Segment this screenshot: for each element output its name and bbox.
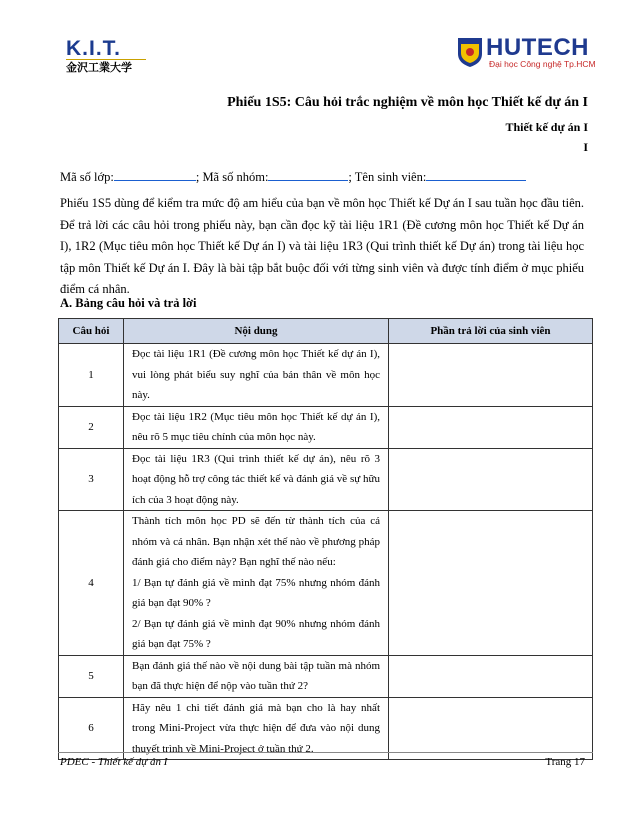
table-row (59, 344, 593, 407)
question-number: 1 (59, 344, 124, 407)
student-name-field[interactable] (426, 168, 526, 181)
question-number: 3 (59, 448, 124, 511)
question-number: 6 (59, 697, 124, 760)
kit-logo (66, 38, 146, 74)
table-header-row (59, 319, 593, 344)
header-answer: Phần trả lời của sinh viên (389, 319, 593, 344)
question-table (58, 318, 593, 760)
question-content: Hãy nêu 1 chi tiết đánh giá mà bạn cho là hay nhất trong Mini-Project vừa thực hiện để đưa vào nội dung thuyết trình về Mini-Project ở tuần thứ 2. (124, 697, 389, 760)
answer-cell[interactable] (389, 511, 593, 656)
group-code-field[interactable] (268, 168, 348, 181)
answer-cell[interactable] (389, 344, 593, 407)
question-content-line: 2/ Bạn tự đánh giá về mình đạt 90% nhưng nhóm đánh giá bạn đạt 75% ? (132, 617, 380, 650)
section-heading: A. Bảng câu hỏi và trả lời (60, 296, 197, 310)
header-content: Nội dung (124, 319, 389, 344)
table-row (59, 448, 593, 511)
table-row (59, 511, 593, 656)
hutech-logo-subtitle: Đại học Công nghệ Tp.HCM (489, 59, 596, 69)
answer-cell[interactable] (389, 655, 593, 697)
question-content: Đọc tài liệu 1R2 (Mục tiêu môn học Thiết kế dự án I), nêu rõ 5 mục tiêu chính của môn học này. (124, 406, 389, 448)
course-title: Thiết kế dự án I (505, 120, 588, 134)
question-content: Đọc tài liệu 1R1 (Đề cương môn học Thiết kế dự án I), vui lòng phát biểu suy nghĩ của bản thân về môn học này. (124, 344, 389, 407)
table-row (59, 655, 593, 697)
hutech-shield-icon (456, 36, 484, 68)
header-question: Câu hỏi (59, 319, 124, 344)
footer-course: PDEC - Thiết kế dự án I (60, 756, 168, 768)
answer-cell[interactable] (389, 448, 593, 511)
table-row (59, 406, 593, 448)
question-content: Bạn đánh giá thế nào về nội dung bài tập tuần mà nhóm bạn đã thực hiện để nộp vào tuần thứ 2? (124, 655, 389, 697)
question-content: Đọc tài liệu 1R3 (Qui trình thiết kế dự án), nêu rõ 3 hoạt động hỗ trợ công tác thiết kế và đánh giá về sự hữu ích của 3 hoạt động này. (124, 448, 389, 511)
kit-logo-kanji: 金沢工業大学 (66, 59, 146, 74)
question-content-main: Thành tích môn học PD sẽ đến từ thành tích của cá nhóm và cá nhân. Bạn nhận xét thế nào về phương pháp đánh giá cho điểm này? Bạn nghĩ thế nào nếu: (132, 515, 380, 568)
answer-cell[interactable] (389, 697, 593, 760)
question-content-line: 1/ Bạn tự đánh giá về mình đạt 75% nhưng nhóm đánh giá bạn đạt 90% ? (132, 576, 380, 609)
question-number: 4 (59, 511, 124, 656)
course-title-suffix: I (583, 140, 588, 154)
question-number: 5 (59, 655, 124, 697)
class-code-label: Mã số lớp: (60, 170, 114, 184)
form-line (60, 168, 526, 185)
kit-logo-letters: K.I.T. (66, 37, 122, 60)
hutech-logo-name: HUTECH (486, 34, 589, 61)
footer-divider (58, 752, 593, 753)
class-code-field[interactable] (114, 168, 196, 181)
question-content (124, 511, 389, 656)
hutech-logo (456, 34, 596, 76)
footer-page-number: Trang 17 (545, 756, 585, 768)
answer-cell[interactable] (389, 406, 593, 448)
student-name-label: ; Tên sinh viên: (348, 170, 427, 184)
table-row (59, 697, 593, 760)
page-title: Phiếu 1S5: Câu hỏi trắc nghiệm về môn học Thiết kế dự án I (227, 95, 588, 110)
question-number: 2 (59, 406, 124, 448)
intro-paragraph: Phiếu 1S5 dùng để kiểm tra mức độ am hiểu của bạn về môn học Thiết kế Dự án I sau tuần học đầu tiên. Để trả lời các câu hỏi trong phiếu này, bạn cần đọc kỹ tài liệu 1R1 (Đề cương môn học Thiết kế Dự án I), 1R2 (Mục tiêu môn học Thiết kế Dự án I) và tài liệu 1R3 (Qui trình thiết kế Dự án) trong tài liệu học tập môn Thiết kế Dự án I. Đây là bài tập bắt buộc đối với từng sinh viên và được tính điểm ở mục phiếu điểm cá nhân. (60, 196, 584, 296)
group-code-label: ; Mã số nhóm: (195, 170, 269, 184)
